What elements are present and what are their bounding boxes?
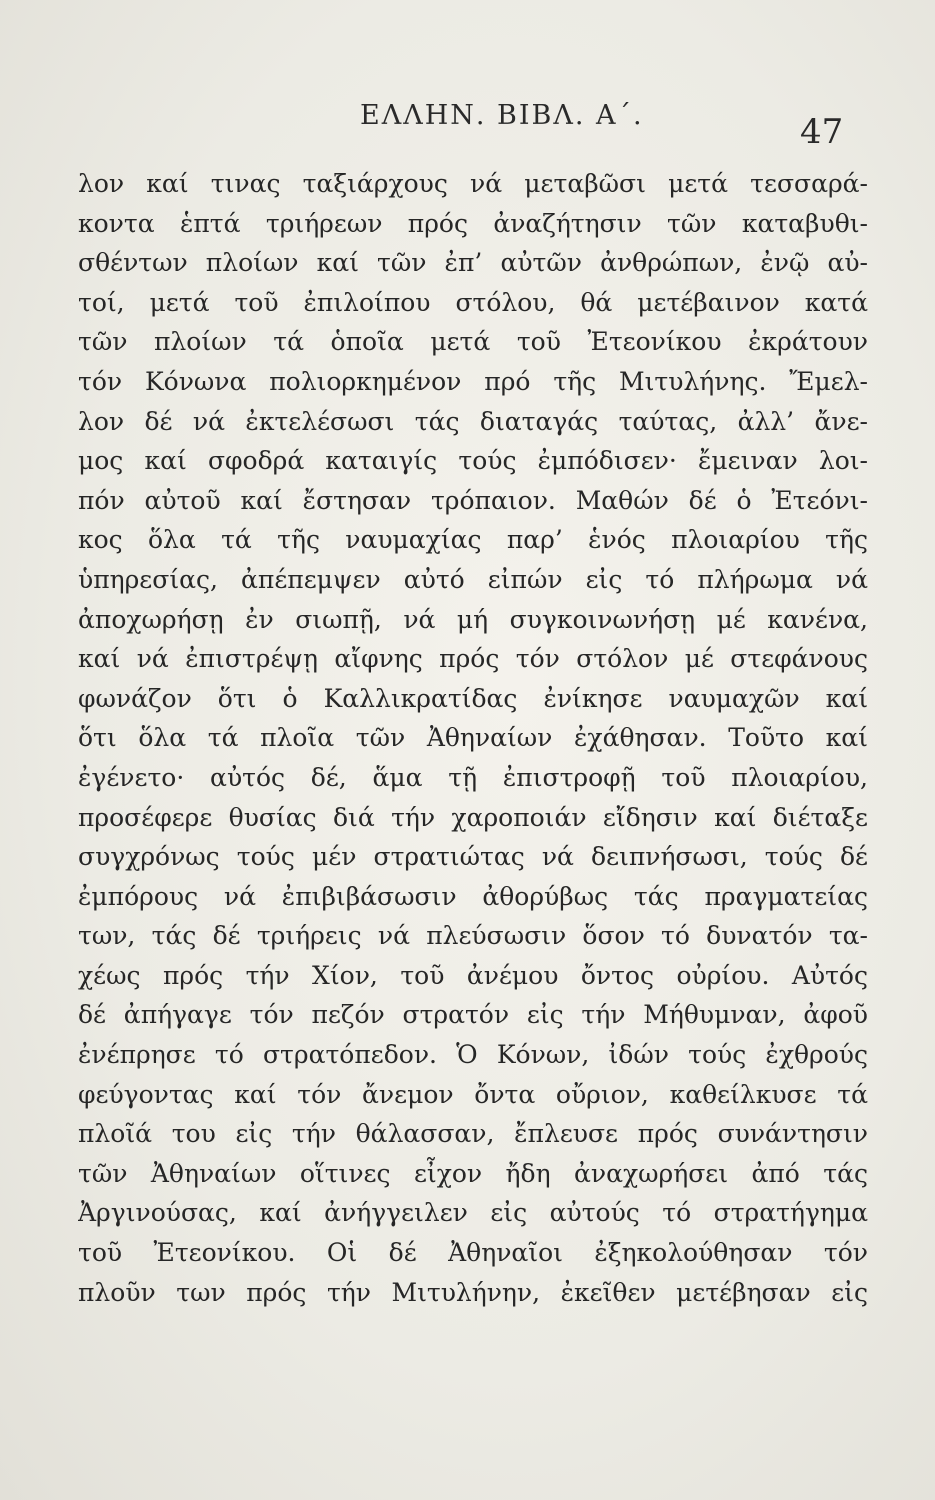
text-line: ἐμπόρους νά ἐπιβιβάσωσιν ἀθορύβως τάς πραγματείας — [78, 881, 868, 911]
text-line: συγχρόνως τούς μέν στρατιώτας νά δειπνήσωσι, τούς δέ — [78, 842, 868, 872]
text-line: των, τάς δέ τριήρεις νά πλεύσωσιν ὅσον τό δυνατόν τα- — [78, 921, 868, 951]
text-line: τοῦ Ἐτεονίκου. Οἱ δέ Ἀθηναῖοι ἐξηκολούθησαν τόν — [78, 1238, 868, 1268]
text-line: δέ ἀπήγαγε τόν πεζόν στρατόν εἰς τήν Μήθυμναν, ἀφοῦ — [78, 1000, 868, 1030]
text-line: σθέντων πλοίων καί τῶν ἐπ’ αὐτῶν ἀνθρώπων, ἐνῷ αὐ- — [78, 248, 868, 278]
text-line: ἐγένετο· αὐτός δέ, ἅμα τῇ ἐπιστροφῇ τοῦ πλοιαρίου, — [78, 762, 868, 792]
text-line: φεύγοντας καί τόν ἄνεμον ὄντα οὔριον, καθείλκυσε τά — [78, 1079, 868, 1109]
text-line: τοί, μετά τοῦ ἐπιλοίπου στόλου, θά μετέβαινον κατά — [78, 287, 868, 317]
text-line: μος καί σφοδρά καταιγίς τούς ἐμπόδισεν· ἔμειναν λοι- — [78, 446, 868, 476]
text-line: πόν αὐτοῦ καί ἔστησαν τρόπαιον. Μαθών δέ ὁ Ἐτεόνι- — [78, 485, 868, 515]
text-line: πλοῖά του εἰς τήν θάλασσαν, ἔπλευσε πρός συνάντησιν — [78, 1119, 868, 1149]
text-line: κος ὅλα τά τῆς ναυμαχίας παρ’ ἑνός πλοιαρίου τῆς — [78, 525, 868, 555]
text-line: λον δέ νά ἐκτελέσωσι τάς διαταγάς ταύτας, ἀλλ’ ἄνε- — [78, 406, 868, 436]
text-line: ὅτι ὅλα τά πλοῖα τῶν Ἀθηναίων ἐχάθησαν. Τοῦτο καί — [78, 723, 868, 753]
running-head: ΕΛΛΗΝ. ΒΙΒΛ. Α΄. — [360, 100, 644, 131]
text-line: ἐνέπρησε τό στρατόπεδον. Ὁ Κόνων, ἰδών τούς ἐχθρούς — [78, 1040, 868, 1070]
text-line: λον καί τινας ταξιάρχους νά μεταβῶσι μετά τεσσαρά- — [78, 169, 868, 198]
text-line: τῶν Ἀθηναίων οἵτινες εἶχον ἤδη ἀναχωρήσει ἀπό τάς — [78, 1158, 868, 1188]
text-line: ὑπηρεσίας, ἀπέπεμψεν αὐτό εἰπών εἰς τό πλήρωμα νά — [78, 564, 868, 594]
text-line: τῶν πλοίων τά ὁποῖα μετά τοῦ Ἐτεονίκου ἐκράτουν — [78, 327, 868, 357]
text-line: προσέφερε θυσίας διά τήν χαροποιάν εἴδησιν καί διέταξε — [78, 802, 868, 832]
text-line: ἀποχωρήσῃ ἐν σιωπῇ, νά μή συγκοινωνήσῃ μέ κανένα, — [78, 604, 868, 634]
text-line: κοντα ἑπτά τριήρεων πρός ἀναζήτησιν τῶν καταβυθι- — [78, 208, 868, 238]
body-text — [78, 164, 868, 1312]
text-line: πλοῦν των πρός τήν Μιτυλήνην, ἐκεῖθεν μετέβησαν εἰς — [78, 1277, 868, 1307]
text-line: χέως πρός τήν Χίον, τοῦ ἀνέμου ὄντος οὐρίου. Αὐτός — [78, 960, 868, 990]
page-number: 47 — [800, 112, 844, 152]
text-line: τόν Κόνωνα πολιορκημένον πρό τῆς Μιτυλήνης. Ἔμελ- — [78, 366, 868, 396]
text-line: καί νά ἐπιστρέψῃ αἴφνης πρός τόν στόλον μέ στεφάνους — [78, 644, 868, 674]
text-line: Ἀργινούσας, καί ἀνήγγειλεν εἰς αὐτούς τό στρατήγημα — [78, 1198, 868, 1228]
text-line: φωνάζον ὅτι ὁ Καλλικρατίδας ἐνίκησε ναυμαχῶν καί — [78, 683, 868, 713]
